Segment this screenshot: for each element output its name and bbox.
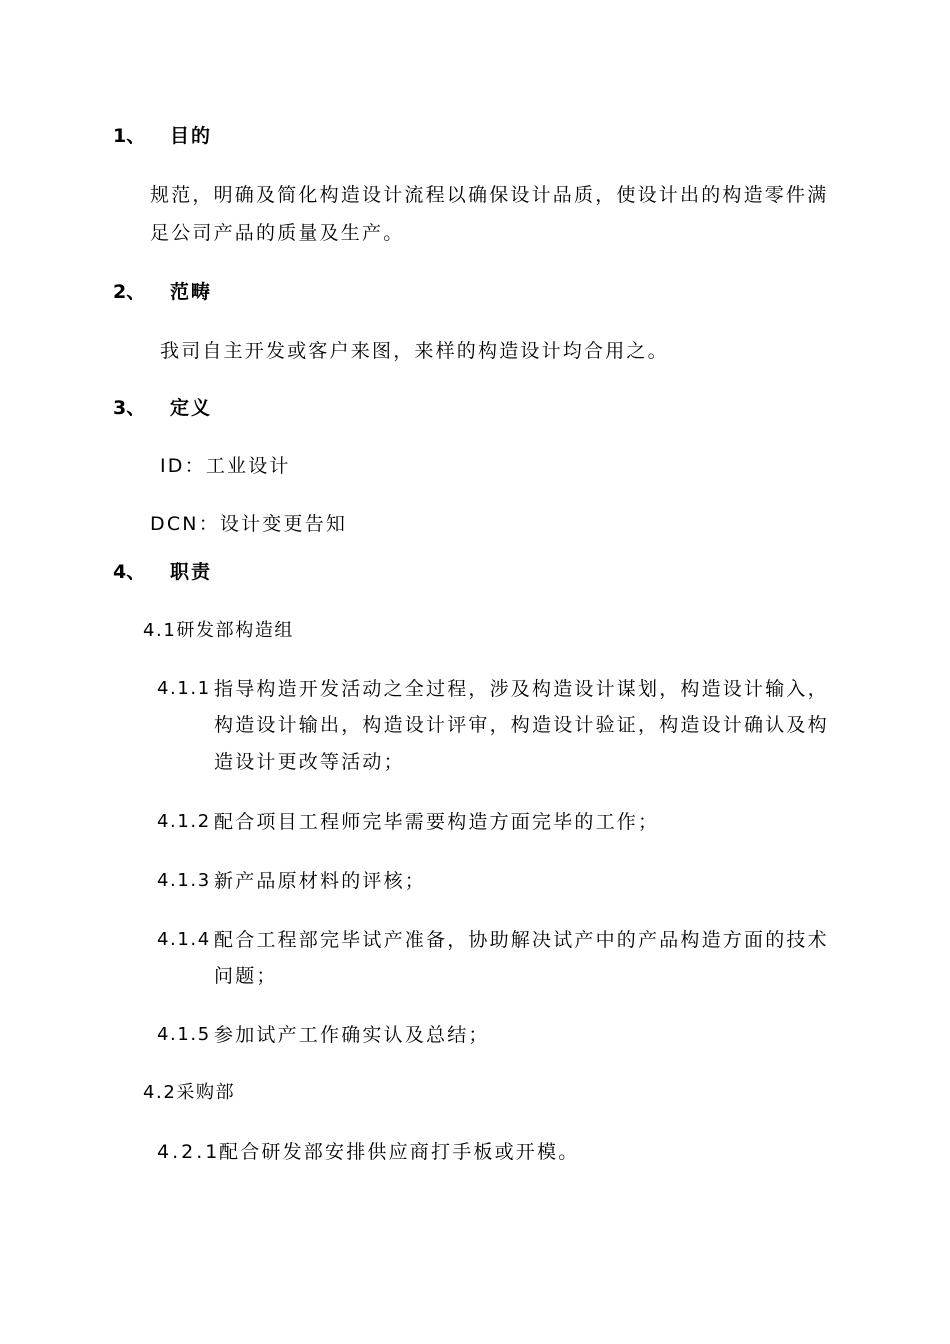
item-4-2-1-number: 4.2.1 [157,1141,221,1163]
item-4-1-3-number: 4.1.3 [157,870,211,891]
section-1-text-line-1: 规范，明确及简化构造设计流程以确保设计品质，使设计出的构造零件满 [150,184,829,206]
item-4-1-2-line-1: 配合项目工程师完毕需要构造方面完毕的工作； [214,811,660,833]
item-4-1-5-number: 4.1.5 [157,1024,211,1045]
section-2-number: 2、 [113,281,146,303]
section-3-title: 定义 [170,397,213,419]
subsection-4-2-title: 4.2采购部 [143,1082,236,1103]
section-1-number: 1、 [113,125,146,147]
item-4-1-3-line-1: 新产品原材料的评核； [214,870,427,892]
item-4-1-1-line-2: 构造设计输出，构造设计评审，构造设计验证，构造设计确认及构 [214,714,829,736]
section-1-title: 目的 [170,125,213,147]
item-4-1-1-line-3: 造设计更改等活动； [214,751,405,773]
item-4-1-4-number: 4.1.4 [157,929,211,950]
item-4-2-1-line-1: 配合研发部安排供应商打手板或开模。 [219,1141,580,1163]
section-4-number: 4、 [113,561,146,583]
section-4-title: 职责 [170,561,213,583]
item-4-1-4-line-2: 问题； [214,965,278,987]
item-4-1-2-number: 4.1.2 [157,811,211,832]
item-4-1-5-line-1: 参加试产工作确实认及总结； [214,1024,490,1046]
subsection-4-1-title: 4.1研发部构造组 [143,620,295,641]
section-3-number: 3、 [113,397,146,419]
definition-dcn: DCN：设计变更告知 [150,513,348,535]
section-2-title: 范畴 [170,281,213,303]
item-4-1-1-line-1: 指导构造开发活动之全过程，涉及构造设计谋划，构造设计输入， [214,678,829,700]
item-4-1-4-line-1: 配合工程部完毕试产准备，协助解决试产中的产品构造方面的技术 [214,929,829,951]
item-4-1-1-number: 4.1.1 [157,678,211,699]
section-1-text-line-2: 足公司产品的质量及生产。 [150,222,405,244]
definition-id: ID：工业设计 [160,455,291,477]
section-2-text-line-1: 我司自主开发或客户来图，来样的构造设计均合用之。 [160,340,669,362]
